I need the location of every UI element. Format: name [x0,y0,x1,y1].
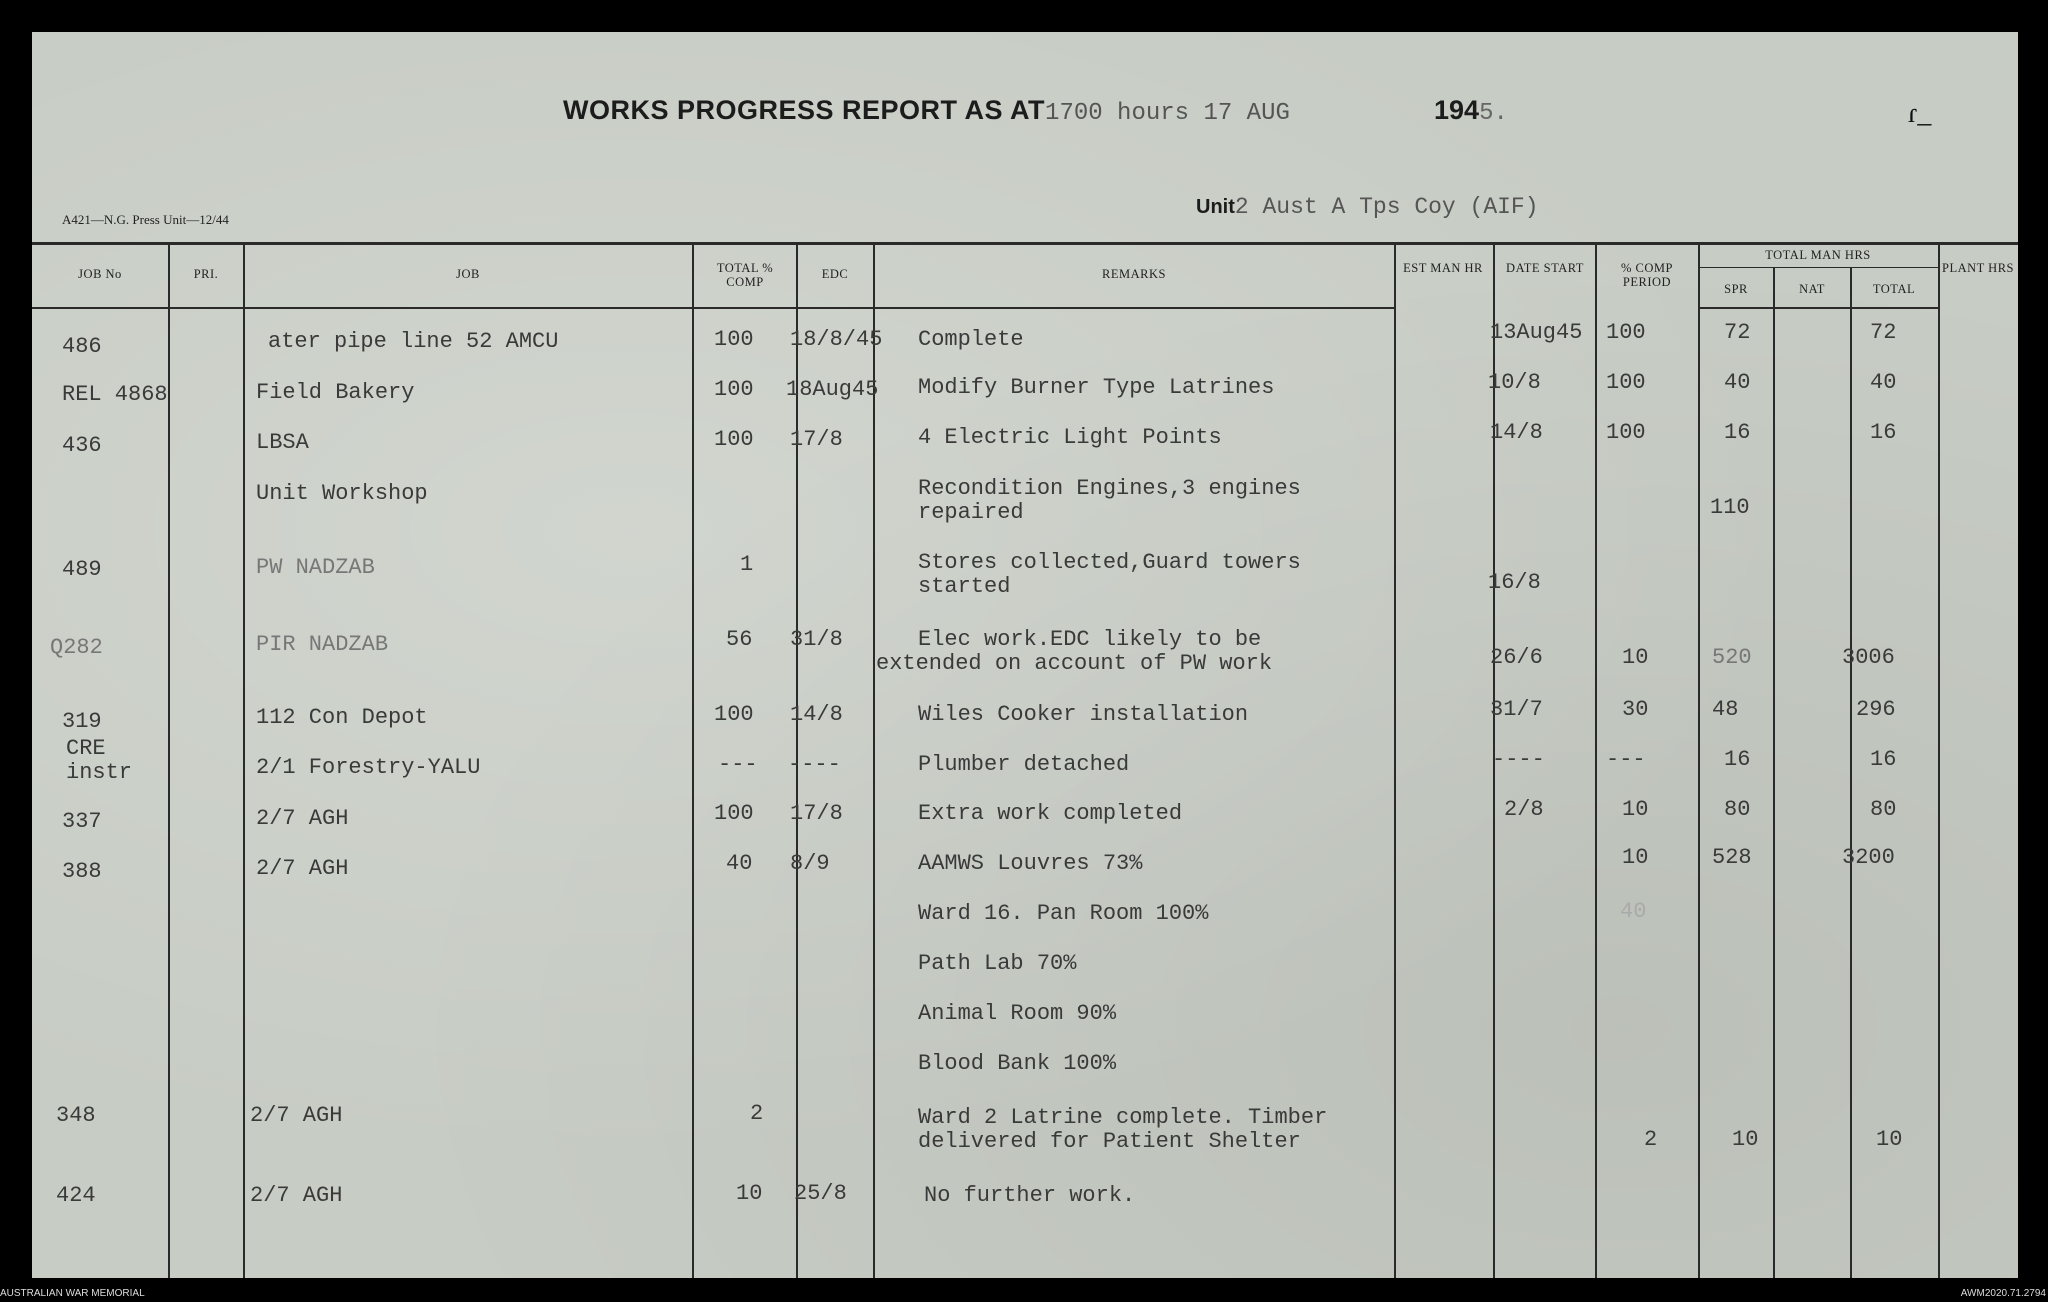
row9-date: 2/8 [1504,797,1544,822]
col-header-date-start: DATE START [1506,261,1584,275]
row4-remarks-line1: Recondition Engines,3 engines [918,476,1301,501]
row8-comp: --- [718,752,758,777]
row8-date: ---- [1492,747,1545,772]
footer-reference: AWM2020.71.2794 [1960,1288,2046,1299]
header-bottom-rule [32,307,1394,309]
row9-job: 2/7 AGH [256,806,349,831]
row16-comp: 10 [736,1181,763,1206]
col-header-pri: PRI. [193,267,219,281]
row11-remarks: Ward 16. Pan Room 100% [918,901,1209,926]
row13-remarks: Animal Room 90% [918,1001,1117,1026]
col-header-total-comp: TOTAL % COMP [716,261,774,289]
row2-job: Field Bakery [256,380,415,405]
row8-job-no-line2: instr [66,760,133,785]
row1-date: 13Aug45 [1490,320,1583,345]
row15-remarks-line1: Ward 2 Latrine complete. Timber [918,1105,1328,1130]
col-header-nat: NAT [1799,282,1825,296]
row2-comp: 100 [714,377,754,402]
row10-job-no: 388 [62,859,102,884]
row3-period: 100 [1606,420,1646,445]
row16-job-no: 424 [56,1183,96,1208]
row4-remarks-line2: repaired [918,500,1024,525]
row3-date: 14/8 [1490,420,1543,445]
col-header-job: JOB [456,267,480,281]
col-rule-11 [1850,268,1852,1278]
row7-period: 30 [1622,697,1649,722]
row16-job: 2/7 AGH [250,1183,343,1208]
row4-spr: 110 [1710,495,1750,520]
row7-job-no: 319 [62,709,102,734]
col-header-job-no: JOB No [78,267,122,281]
footer-source: AUSTRALIAN WAR MEMORIAL [0,1288,145,1299]
col-header-edc: EDC [821,267,849,281]
row7-total: 296 [1856,697,1896,722]
row6-edc: 31/8 [790,627,843,652]
row1-job-no: 486 [62,334,102,359]
row1-comp: 100 [714,327,754,352]
row15-period: 2 [1644,1127,1658,1152]
row10-spr: 528 [1712,845,1752,870]
manhrs-bottom-rule [1698,307,1938,309]
unit-line: Unit2 Aust A Tps Coy (AIF) [1196,194,1539,220]
row3-spr: 16 [1724,420,1751,445]
row15-spr: 10 [1732,1127,1759,1152]
col-rule-3 [692,243,694,1278]
row6-remarks-line2: extended on account of PW work [876,651,1273,676]
row2-total: 40 [1870,370,1897,395]
col-header-total: TOTAL [1872,282,1916,296]
col-header-spr: SPR [1724,282,1748,296]
row6-date: 26/6 [1490,645,1543,670]
row5-date: 16/8 [1488,570,1541,595]
row6-spr: 520 [1712,645,1752,670]
row2-date: 10/8 [1488,370,1541,395]
row1-period: 100 [1606,320,1646,345]
row11-period: 40 [1620,899,1647,924]
row3-job-no: 436 [62,433,102,458]
row7-remarks: Wiles Cooker installation [918,702,1249,727]
row9-spr: 80 [1724,797,1751,822]
row1-total: 72 [1870,320,1897,345]
row6-total: 3006 [1842,645,1895,670]
col-rule-1 [168,243,170,1278]
row2-edc: 18Aug45 [786,377,879,402]
row8-period: --- [1606,747,1646,772]
row6-job: PIR NADZAB [256,632,389,657]
row14-remarks: Blood Bank 100% [918,1051,1117,1076]
row10-job: 2/7 AGH [256,856,349,881]
row5-job-no: 489 [62,557,102,582]
row15-remarks-line2: delivered for Patient Shelter [918,1129,1301,1154]
row9-period: 10 [1622,797,1649,822]
row2-spr: 40 [1724,370,1751,395]
row3-edc: 17/8 [790,427,843,452]
row15-job: 2/7 AGH [250,1103,343,1128]
manhrs-subheader-rule [1698,267,1938,268]
row1-remarks: Complete [918,327,1024,352]
row5-remarks-line2: started [918,574,1011,599]
row1-spr: 72 [1724,320,1751,345]
row6-job-no: Q282 [50,635,103,660]
row8-total: 16 [1870,747,1897,772]
row3-total: 16 [1870,420,1897,445]
row9-comp: 100 [714,801,754,826]
row7-comp: 100 [714,702,754,727]
handwritten-mark: ɾ_ [1908,98,1932,129]
row8-edc: ---- [788,752,841,777]
row6-period: 10 [1622,645,1649,670]
row1-job: ater pipe line 52 AMCU [268,329,559,354]
report-title: WORKS PROGRESS REPORT AS AT1700 hours 17 AUG [563,95,1290,127]
row15-total: 10 [1876,1127,1903,1152]
row5-job: PW NADZAB [256,555,375,580]
row2-job-no: REL 4868 [62,382,168,407]
row8-job-no-line1: CRE [66,736,106,761]
row10-total: 3200 [1842,845,1895,870]
col-header-comp-period: % COMP PERIOD [1621,261,1673,289]
col-rule-9 [1698,243,1700,1278]
row10-comp: 40 [726,851,753,876]
row5-comp: 1 [740,552,754,577]
row3-job: LBSA [256,430,309,455]
row9-job-no: 337 [62,809,102,834]
row3-comp: 100 [714,427,754,452]
row10-remarks: AAMWS Louvres 73% [918,851,1143,876]
col-rule-2 [243,243,245,1278]
col-rule-8 [1595,243,1597,1278]
row15-comp: 2 [750,1101,764,1126]
row3-remarks: 4 Electric Light Points [918,425,1222,450]
row7-edc: 14/8 [790,702,843,727]
row9-total: 80 [1870,797,1897,822]
report-time: 1700 hours 17 AUG [1045,100,1290,127]
row8-remarks: Plumber detached [918,752,1130,777]
row16-edc: 25/8 [794,1181,847,1206]
row5-remarks-line1: Stores collected,Guard towers [918,550,1301,575]
row7-spr: 48 [1712,697,1739,722]
row1-edc: 18/8/45 [790,327,883,352]
row6-comp: 56 [726,627,753,652]
report-year: 1945. [1434,95,1508,127]
row2-remarks: Modify Burner Type Latrines [918,375,1275,400]
col-header-est-man-hr: EST MAN HR [1403,261,1483,275]
table-top-rule [32,242,2018,245]
col-header-remarks: REMARKS [1102,267,1166,281]
row10-edc: 8/9 [790,851,830,876]
col-header-total-man-hrs: TOTAL MAN HRS [1765,248,1871,262]
row2-period: 100 [1606,370,1646,395]
row4-job: Unit Workshop [256,481,428,506]
col-rule-12 [1938,243,1940,1278]
col-rule-10 [1773,268,1775,1278]
row8-job: 2/1 Forestry-YALU [256,755,481,780]
row6-remarks-line1: Elec work.EDC likely to be [918,627,1262,652]
row15-job-no: 348 [56,1103,96,1128]
row16-remarks: No further work. [924,1183,1136,1208]
row9-remarks: Extra work completed [918,801,1183,826]
col-header-plant-hrs: PLANT HRS [1942,261,2014,275]
col-rule-6 [1394,243,1396,1278]
row12-remarks: Path Lab 70% [918,951,1077,976]
row7-job: 112 Con Depot [256,705,428,730]
row8-spr: 16 [1724,747,1751,772]
row9-edc: 17/8 [790,801,843,826]
row10-period: 10 [1622,845,1649,870]
row7-date: 31/7 [1490,697,1543,722]
form-code: A421—N.G. Press Unit—12/44 [62,212,229,227]
